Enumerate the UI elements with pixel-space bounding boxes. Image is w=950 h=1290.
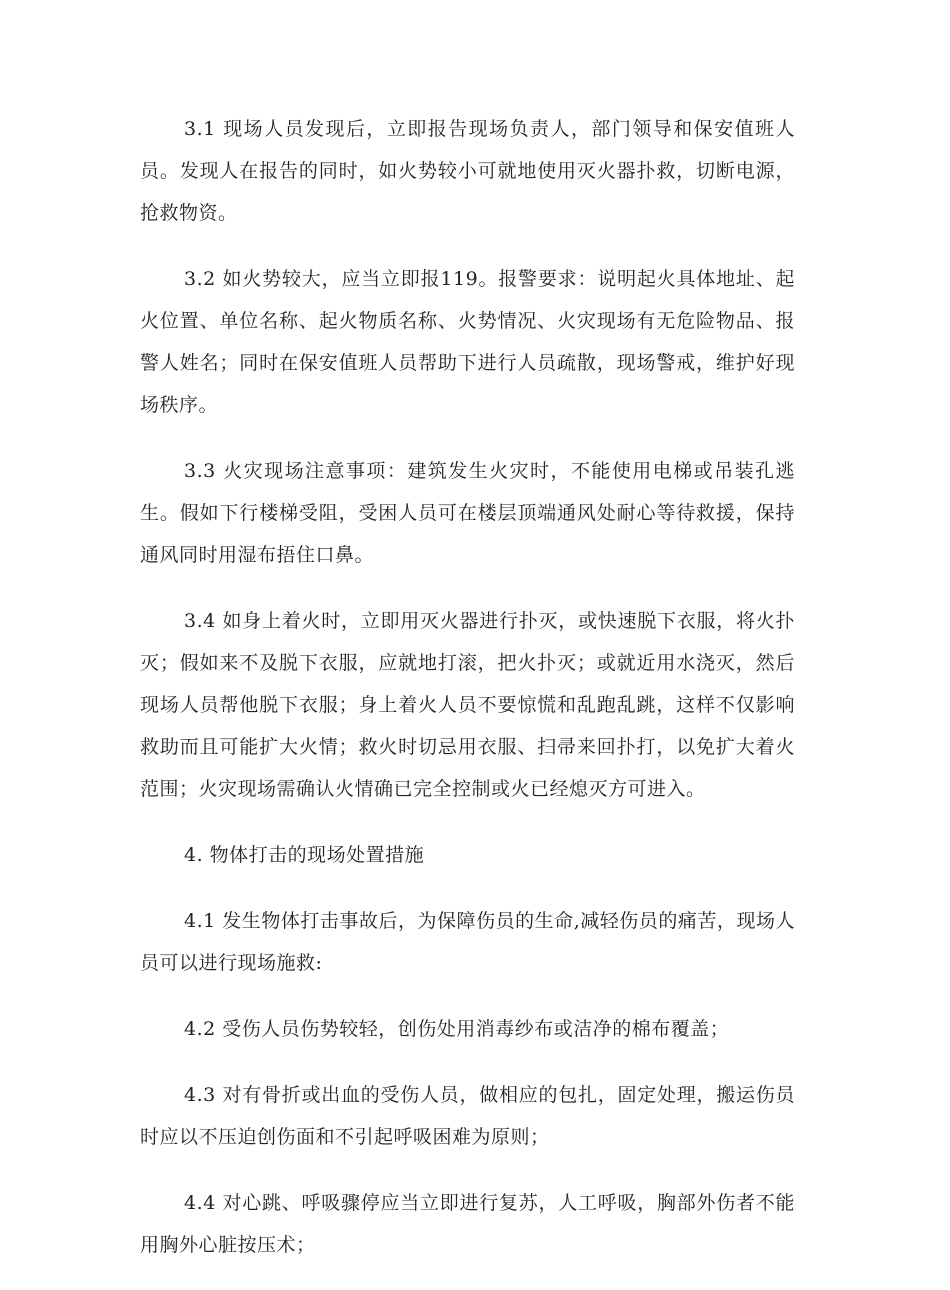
paragraph-3-1: 3.1 现场人员发现后，立即报告现场负责人，部门领导和保安值班人员。发现人在报告的同时，如火势较小可就地使用灭火器扑救，切断电源，抢救物资。 xyxy=(140,118,795,224)
paragraph-3-2: 3.2 如火势较大，应当立即报119。报警要求：说明起火具体地址、起火位置、单位名称、起火物质名称、火势情况、火灾现场有无危险物品、报警人姓名；同时在保安值班人员帮助下进行人员疏散，现场警戒，维护好现场秩序。 xyxy=(140,268,795,416)
paragraph-4-1: 4.1 发生物体打击事故后，为保障伤员的生命,减轻伤员的痛苦，现场人员可以进行现场施救: xyxy=(140,910,795,974)
paragraph-4-4: 4.4 对心跳、呼吸骤停应当立即进行复苏，人工呼吸，胸部外伤者不能用胸外心脏按压术； xyxy=(140,1192,795,1256)
section-heading-4: 4. 物体打击的现场处置措施 xyxy=(184,844,425,866)
document-body xyxy=(140,108,795,1290)
paragraph-3-3: 3.3 火灾现场注意事项：建筑发生火灾时，不能使用电梯或吊装孔逃生。假如下行楼梯受阻，受困人员可在楼层顶端通风处耐心等待救援，保持通风同时用湿布捂住口鼻。 xyxy=(140,460,795,566)
paragraph-4-2: 4.2 受伤人员伤势较轻，创伤处用消毒纱布或洁净的棉布覆盖； xyxy=(184,1018,730,1040)
paragraph-4-3: 4.3 对有骨折或出血的受伤人员，做相应的包扎，固定处理，搬运伤员时应以不压迫创伤面和不引起呼吸困难为原则； xyxy=(140,1084,795,1148)
paragraph-3-4: 3.4 如身上着火时，立即用灭火器进行扑灭，或快速脱下衣服，将火扑灭；假如来不及脱下衣服，应就地打滚，把火扑灭；或就近用水浇灭，然后现场人员帮他脱下衣服；身上着火人员不要惊慌和乱跑乱跳，这样不仅影响救助而且可能扩大火情；救火时切忌用衣服、扫帚来回扑打，以免扩大着火范围；火灾现场需确认火情确已完全控制或火已经熄灭方可进入。 xyxy=(140,610,795,800)
